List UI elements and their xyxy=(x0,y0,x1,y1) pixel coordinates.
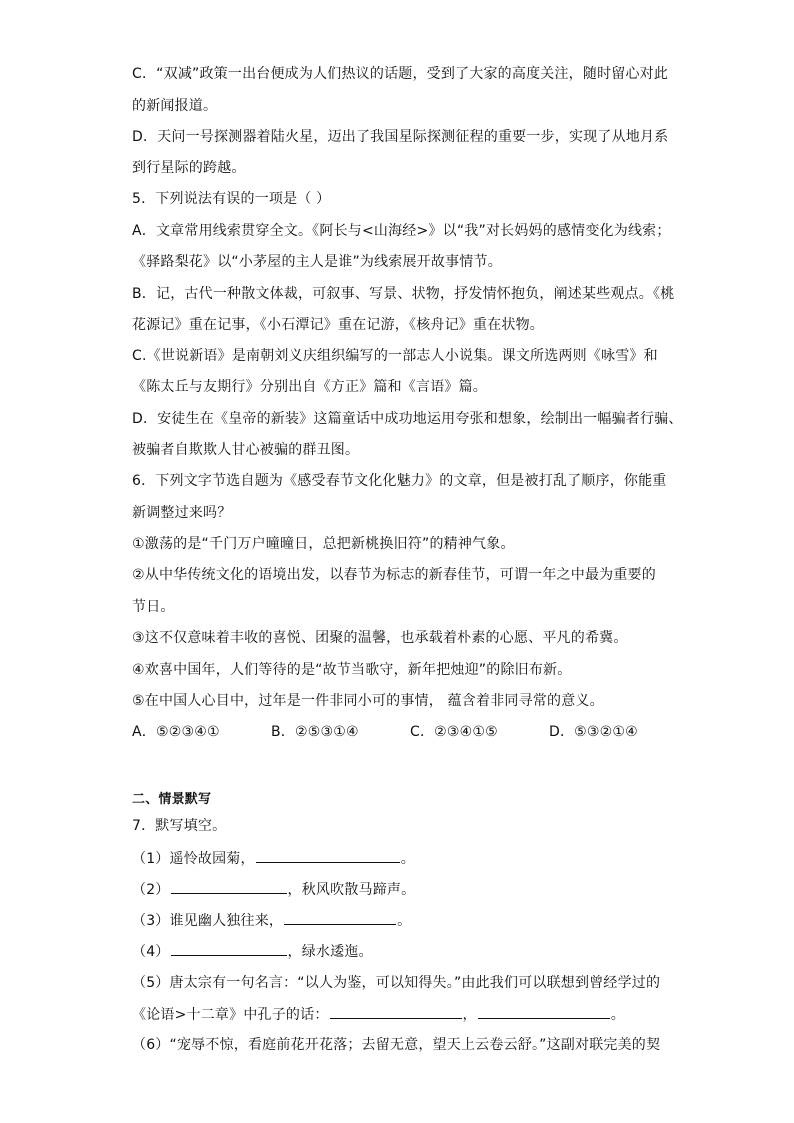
text-line: 《驿路梨花》以“小茅屋的主人是谁”为线索展开故事情节。 xyxy=(132,254,502,270)
fill-suffix: ，绿水逶迤。 xyxy=(287,944,373,960)
text-line: C．“双减”政策一出台便成为人们热议的话题，受到了大家的高度关注，随时留心对此 xyxy=(132,66,669,82)
text-line: 到行星际的跨越。 xyxy=(132,160,246,176)
fill-item-2 xyxy=(132,879,415,900)
fill-suffix: 。 xyxy=(397,913,412,929)
section-title: 二、情景默写 xyxy=(132,792,212,807)
text-line: 《陈太丘与友期行》分别出自《方正》篇和《言语》篇。 xyxy=(132,379,487,395)
answer-blank[interactable] xyxy=(256,848,400,863)
question-5-option-d: D．安徒生在《皇帝的新装》这篇童话中成功地运用夸张和想象，绘制出一幅骗者行骗、 xyxy=(132,411,683,427)
answer-blank[interactable] xyxy=(171,941,287,956)
text-line: 新调整过来吗？ xyxy=(132,505,232,521)
fill-prefix: （3）谁见幽人独往来， xyxy=(132,913,284,929)
fill-separator: ， xyxy=(462,1007,477,1023)
question-5-stem: 5．下列说法有误的一项是（ ） xyxy=(132,191,331,207)
text-line: D．天问一号探测器着陆火星，迈出了我国星际探测征程的重要一步，实现了从地月系 xyxy=(132,129,669,145)
sentence-1: ①激荡的是“千门万户曈曈日，总把新桃换旧符”的精神气象。 xyxy=(132,536,515,552)
answer-blank[interactable] xyxy=(330,1004,462,1019)
fill-prefix: （4） xyxy=(132,944,170,960)
question-5-option-a: A．文章常用线索贯穿全文。《阿长与<山海经>》以“我”对长妈妈的感情变化为线索； xyxy=(132,223,671,239)
fill-item-4 xyxy=(132,941,373,962)
text-line: 花源记》重在记事，《小石潭记》重在记游，《核舟记》重在状物。 xyxy=(132,317,544,333)
question-6-options xyxy=(132,722,638,742)
fill-item-3 xyxy=(132,910,411,931)
fill-prefix: 《论语>十二章》中孔子的话： xyxy=(132,1007,329,1023)
fill-item-5-line-2 xyxy=(132,1004,625,1025)
fill-suffix: ，秋风吹散马蹄声。 xyxy=(287,882,416,898)
sentence-2: ②从中华传统文化的语境出发，以春节为标志的新春佳节，可谓一年之中最为重要的 xyxy=(132,567,656,583)
text-line: 被骗者自欺欺人甘心被骗的群丑图。 xyxy=(132,442,360,458)
option-d[interactable]: D．⑤③②①④ xyxy=(549,724,638,740)
answer-blank[interactable] xyxy=(171,879,287,894)
option-b[interactable]: B．②⑤③①④ xyxy=(271,724,359,740)
fill-item-5-line-1: （5）唐太宗有一句名言：“以人为鉴，可以知得失。”由此我们可以联想到曾经学过的 xyxy=(132,975,661,991)
option-c[interactable]: C．②③④①⑤ xyxy=(410,724,498,740)
sentence-3: ③这不仅意味着丰收的喜悦、团聚的温馨，也承载着朴素的心愿、平凡的希冀。 xyxy=(132,630,628,646)
fill-suffix: 。 xyxy=(400,851,415,867)
sentence-4: ④欢喜中国年，人们等待的是“故节当歌守，新年把烛迎”的除旧布新。 xyxy=(132,662,572,678)
answer-blank[interactable] xyxy=(478,1004,610,1019)
text-line: 节日。 xyxy=(132,599,175,615)
text-line: 的新闻报道。 xyxy=(132,98,218,114)
question-6-stem: 6．下列文字节选自题为《感受春节文化化魅力》的文章，但是被打乱了顺序，你能重 xyxy=(132,473,667,489)
question-5-option-b: B．记，古代一种散文体裁，可叙事、写景、状物，抒发情怀抱负，阐述某些观点。《桃 xyxy=(132,286,675,302)
sentence-5: ⑤在中国人心目中，过年是一件非同小可的事情， 蕴含着非同寻常的意义。 xyxy=(132,693,604,709)
question-5-option-c: C.《世说新语》是南朝刘义庆组织编写的一部志人小说集。课文所选两则《咏雪》和 xyxy=(132,348,658,364)
fill-suffix: 。 xyxy=(610,1007,625,1023)
fill-prefix: （2） xyxy=(132,882,170,898)
fill-prefix: （1）遥怜故园菊， xyxy=(132,851,255,867)
option-a[interactable]: A．⑤②③④① xyxy=(132,724,220,740)
fill-item-6-line-1: （6）“宠辱不惊，看庭前花开花落；去留无意，望天上云卷云舒。”这副对联完美的契 xyxy=(132,1037,661,1053)
question-7-title: 7．默写填空。 xyxy=(132,818,227,834)
answer-blank[interactable] xyxy=(284,910,396,925)
fill-item-1 xyxy=(132,848,415,869)
